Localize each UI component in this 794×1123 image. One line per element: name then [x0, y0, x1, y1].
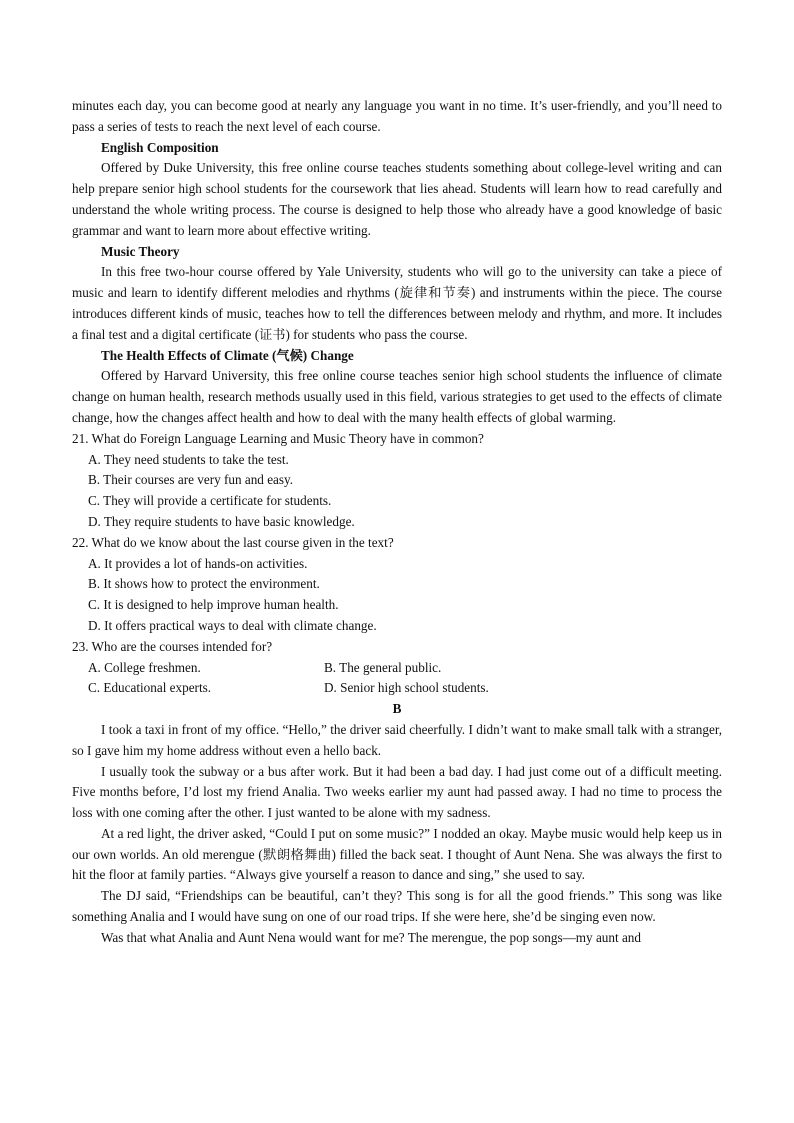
course-climate-change — [72, 346, 722, 429]
course-title: English Composition — [101, 139, 219, 155]
course-english-composition — [72, 138, 722, 242]
option-a: A. It provides a lot of hands-on activities. — [88, 555, 308, 571]
passage-paragraph: The DJ said, “Friendships can be beautiful, can’t they? This song is for all the good friends.” This song was like something Analia and I would have sung on one of our road trips. If she were here, she’d be singing even now. — [72, 888, 722, 925]
option-c: C. They will provide a certificate for students. — [88, 493, 332, 509]
option-b: B. The general public. — [324, 659, 442, 675]
section-b-label: B — [392, 701, 402, 717]
option-a: A. College freshmen. — [88, 659, 201, 675]
question-stem: 21. What do Foreign Language Learning and Music Theory have in common? — [72, 430, 484, 446]
option-a: A. They need students to take the test. — [88, 451, 289, 467]
passage-b — [72, 720, 722, 949]
option-d: D. It offers practical ways to deal with climate change. — [88, 617, 377, 633]
passage-paragraph: At a red light, the driver asked, “Could I put on some music?” I nodded an okay. Maybe music would help keep us in our own worlds. An old merengue (默朗格舞曲) filled the back seat. I thought of Aunt Nena. She was always the first to hit the floor at family parties. “Always give yourself a reason to dance and sing,” she used to say. — [72, 825, 722, 883]
course-description: In this free two-hour course offered by Yale University, students who will go to the university can take a piece of music and learn to identify different melodies and rhythms (旋律和节奏) and instruments within the piece. The course introduces different kinds of music, teaches how to tell the differences between melody and rhythm, and more. It includes a final test and a digital certificate (证书) for students who pass the course. — [72, 264, 722, 342]
question-22 — [72, 533, 722, 637]
option-d: D. Senior high school students. — [324, 680, 489, 696]
document-page — [72, 96, 722, 949]
question-stem: 23. Who are the courses intended for? — [72, 638, 273, 654]
option-c: C. It is designed to help improve human health. — [88, 597, 339, 613]
intro-paragraph-tail: minutes each day, you can become good at nearly any language you want in no time. It’s user-friendly, and you’ll need to pass a series of tests to reach the next level of each course. — [72, 98, 722, 134]
question-21 — [72, 429, 722, 533]
options-row-2 — [72, 678, 722, 699]
passage-paragraph: Was that what Analia and Aunt Nena would want for me? The merengue, the pop songs—my aunt and — [101, 929, 641, 945]
course-description: Offered by Harvard University, this free online course teaches senior high school students the influence of climate change on human health, research methods usually used in this field, various strategies to get used to the effects of climate change, how the changes affect health and how to deal with the many health effects of global warming. — [72, 368, 722, 425]
course-music-theory — [72, 242, 722, 346]
options-row-1 — [72, 658, 722, 679]
course-title: Music Theory — [101, 243, 180, 259]
option-d: D. They require students to have basic knowledge. — [88, 513, 355, 529]
option-b: B. Their courses are very fun and easy. — [88, 472, 294, 488]
passage-paragraph: I took a taxi in front of my office. “Hello,” the driver said cheerfully. I didn’t want to make small talk with a stranger, so I gave him my home address without even a hello back. — [72, 721, 722, 758]
question-stem: 22. What do we know about the last course given in the text? — [72, 534, 394, 550]
course-description: Offered by Duke University, this free online course teaches students something about college-level writing and can help prepare senior high school students for the coursework that lies ahead. Students will learn how to read carefully and understand the whole writing process. The course is designed to help those who already have a good knowledge of basic grammar and want to learn more about effective writing. — [72, 160, 722, 238]
option-b: B. It shows how to protect the environment. — [88, 576, 320, 592]
question-23 — [72, 637, 722, 699]
passage-paragraph: I usually took the subway or a bus after work. But it had been a bad day. I had just come out of a difficult meeting. Five months before, I’d lost my friend Analia. Two weeks earlier my aunt had passed away. I had no time to process the loss with one coming after the other. I just wanted to be alone with my sadness. — [72, 763, 722, 821]
option-c: C. Educational experts. — [88, 680, 212, 696]
course-title: The Health Effects of Climate (气候) Change — [101, 347, 354, 363]
